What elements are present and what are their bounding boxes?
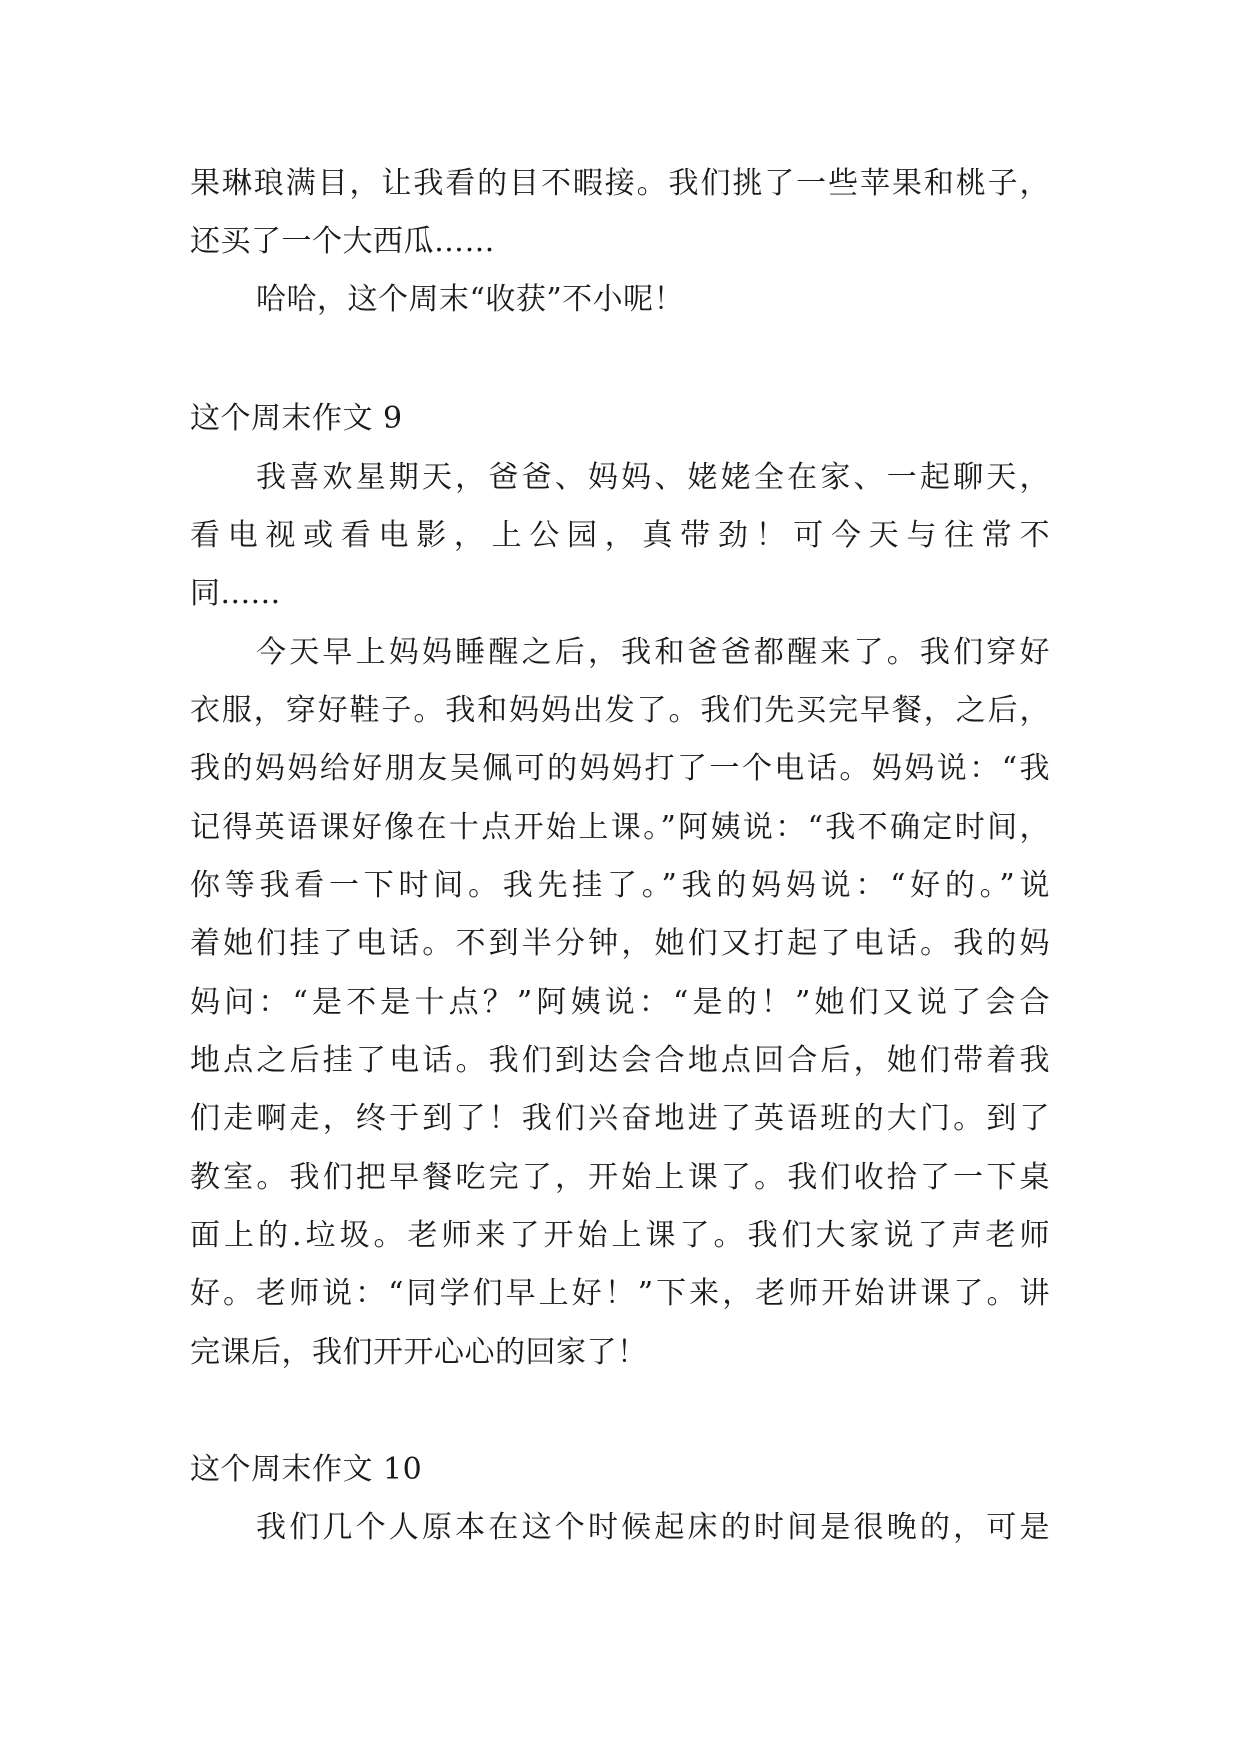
body-text-line: 果琳琅满目，让我看的目不暇接。我们挑了一些苹果和桃子， [190, 166, 1050, 201]
body-text-line: 妈问：“是不是十点？”阿姨说：“是的！”她们又说了会合 [190, 985, 1050, 1020]
section-heading: 这个周末作文 10 [190, 1452, 423, 1487]
body-text-line: 你等我看一下时间。我先挂了。”我的妈妈说：“好的。”说 [190, 868, 1050, 903]
section-heading: 这个周末作文 9 [190, 401, 403, 436]
body-text-line: 记得英语课好像在十点开始上课。”阿姨说：“我不确定时间， [190, 810, 1050, 845]
body-text-line: 着她们挂了电话。不到半分钟，她们又打起了电话。我的妈 [190, 926, 1050, 961]
body-text-line: 我喜欢星期天，爸爸、妈妈、姥姥全在家、一起聊天， [256, 460, 1050, 495]
body-text-line: 哈哈，这个周末“收获”不小呢！ [256, 282, 685, 317]
body-text-line: 我的妈妈给好朋友吴佩可的妈妈打了一个电话。妈妈说：“我 [190, 751, 1050, 786]
body-text-line: 我们几个人原本在这个时候起床的时间是很晚的，可是 [256, 1510, 1050, 1545]
body-text-line: 面上的.垃圾。老师来了开始上课了。我们大家说了声老师 [190, 1218, 1050, 1253]
body-text-line: 同...... [190, 576, 281, 611]
body-text-line: 完课后，我们开开心心的回家了！ [190, 1335, 648, 1370]
body-text-line: 看电视或看电影，上公园，真带劲！可今天与往常不 [190, 518, 1050, 553]
body-text-line: 今天早上妈妈睡醒之后，我和爸爸都醒来了。我们穿好 [256, 635, 1050, 670]
body-text-line: 好。老师说：“同学们早上好！”下来，老师开始讲课了。讲 [190, 1276, 1050, 1311]
body-text-line: 衣服，穿好鞋子。我和妈妈出发了。我们先买完早餐，之后， [190, 693, 1050, 728]
body-text-line: 地点之后挂了电话。我们到达会合地点回合后，她们带着我 [190, 1043, 1050, 1078]
body-text-line: 们走啊走，终于到了！我们兴奋地进了英语班的大门。到了 [190, 1101, 1050, 1136]
body-text-line: 教室。我们把早餐吃完了，开始上课了。我们收拾了一下桌 [190, 1160, 1050, 1195]
body-text-line: 还买了一个大西瓜…… [190, 224, 495, 259]
